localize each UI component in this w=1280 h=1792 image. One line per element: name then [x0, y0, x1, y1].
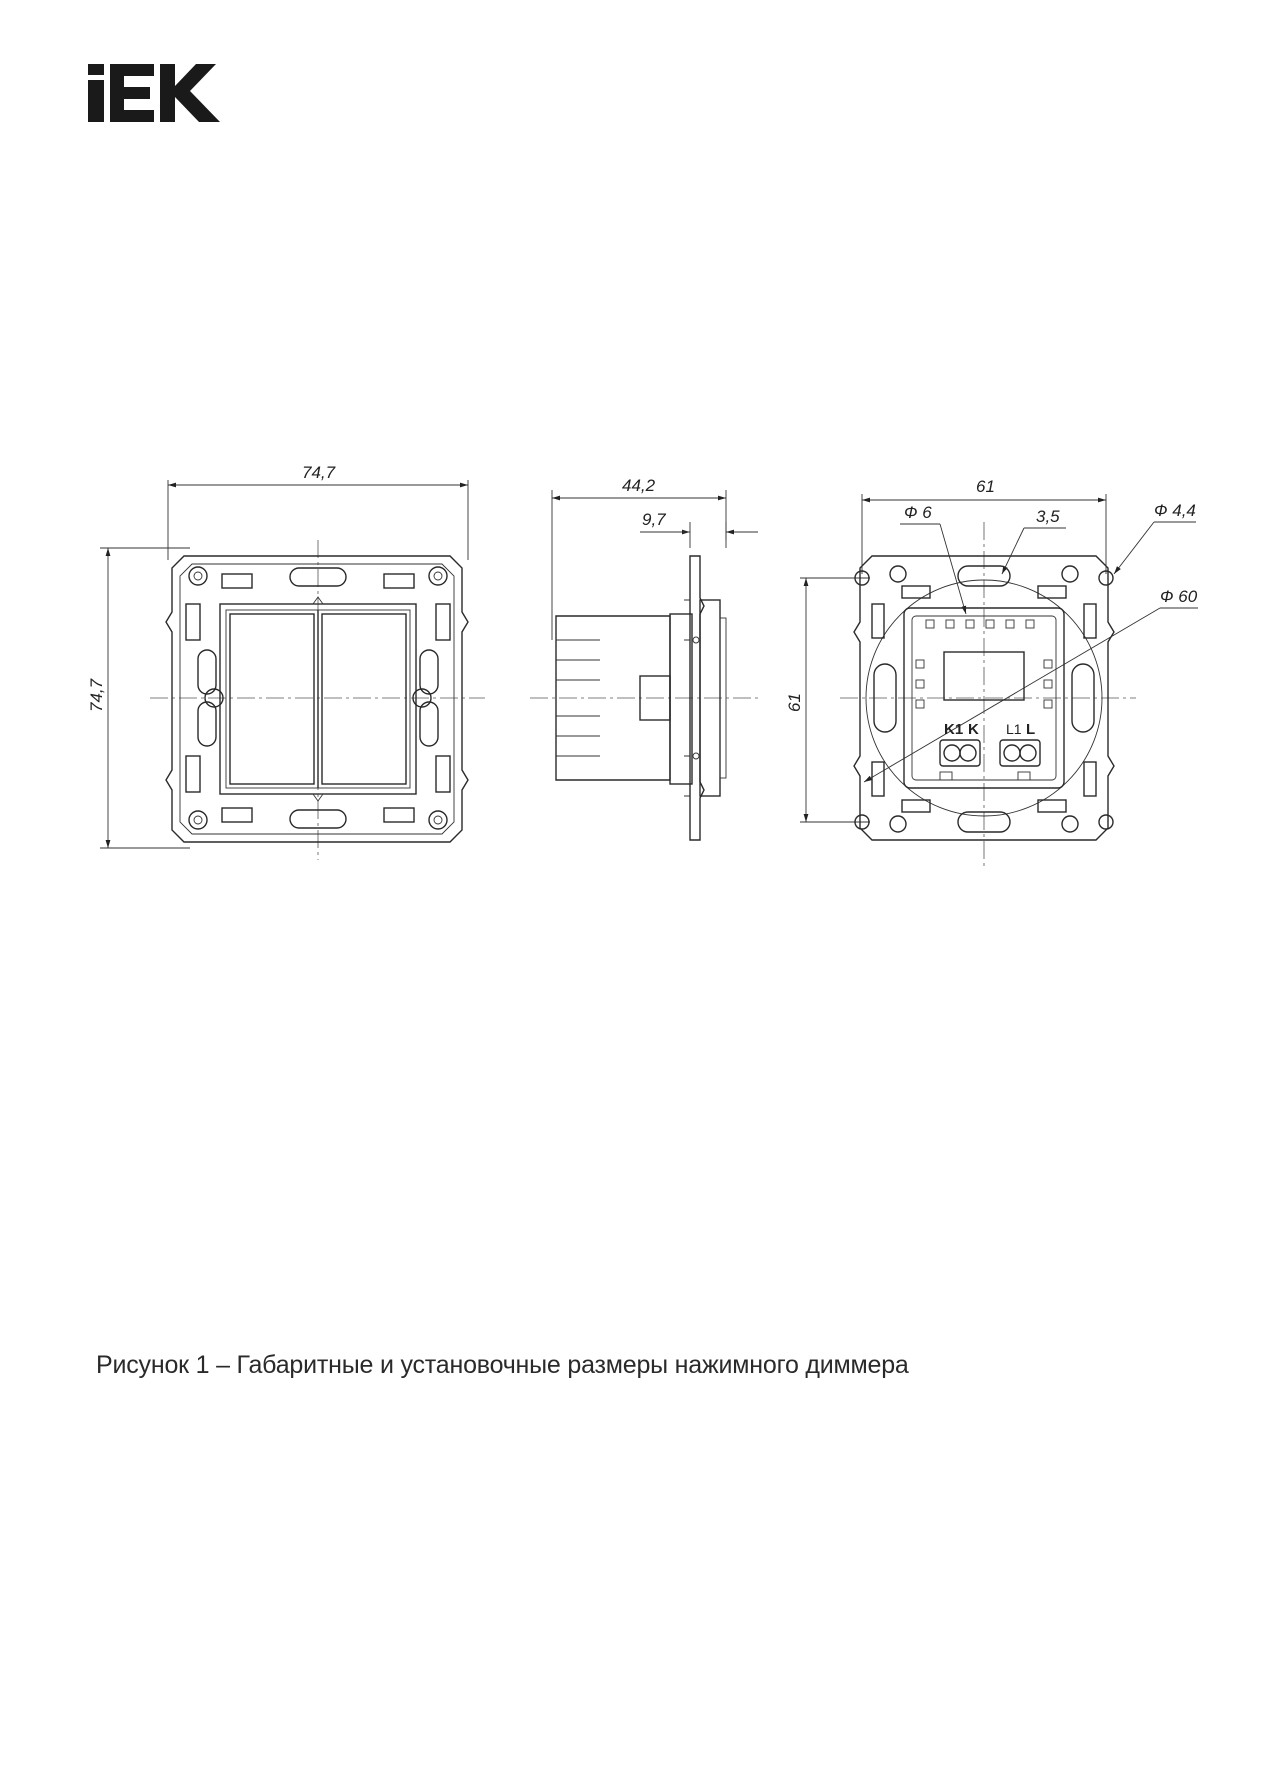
rear-view — [785, 477, 1198, 870]
rear-hole-label: Ф 6 — [904, 503, 932, 522]
terminal-l1-label: L1 — [1006, 721, 1022, 737]
rear-circle-label: Ф 60 — [1160, 587, 1198, 606]
figure-caption: Рисунок 1 – Габаритные и установочные размеры нажимного диммера — [96, 1351, 909, 1379]
front-view — [87, 463, 485, 860]
side-view — [530, 476, 760, 840]
front-width-label: 74,7 — [302, 463, 336, 482]
rear-height-label: 61 — [785, 693, 804, 712]
side-face-label: 9,7 — [642, 510, 666, 529]
terminal-k-label: K — [968, 721, 979, 738]
terminal-l-label: L — [1026, 721, 1036, 738]
rear-width-label: 61 — [976, 477, 995, 496]
rear-screw-label: Ф 4,4 — [1154, 501, 1196, 520]
terminal-k1-label: K1 — [944, 721, 964, 738]
side-depth-label: 44,2 — [622, 476, 656, 495]
rear-slot-label: 3,5 — [1036, 507, 1060, 526]
front-height-label: 74,7 — [87, 678, 106, 712]
